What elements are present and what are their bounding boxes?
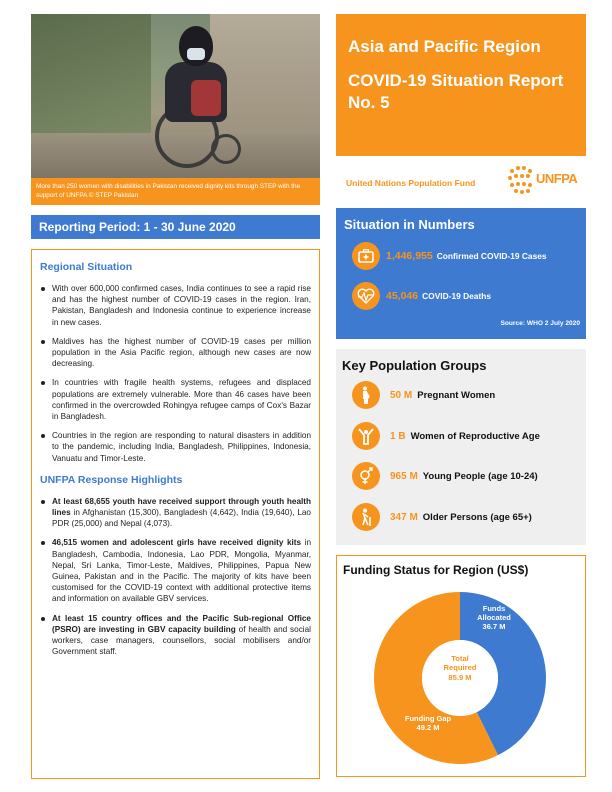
situation-in-numbers-panel (336, 208, 586, 339)
list-item: Countries in the region are responding to natural disasters in addition to the pandemic, including India, Bangladesh, Philippines, Indonesia, Vanuatu and Timor-Leste. (40, 430, 311, 464)
confirmed-cases-value: 1,446,955 (386, 250, 433, 262)
pregnant-woman-icon (352, 381, 380, 409)
list-item: At least 15 country offices and the Pacific Sub-regional Office (PSRO) are investing in GBV capacity building of health and social workers, case managers, counsellors, social mobilisers and/or Government staff. (40, 613, 311, 658)
funds-allocated-label: Funds Allocated 36.7 M (477, 604, 511, 631)
medical-kit-icon (352, 242, 380, 270)
deaths-label: COVID-19 Deaths (422, 291, 492, 301)
list-item: With over 600,000 confirmed cases, India continues to see a rapid rise and has the highest number of COVID-19 cases in the region. Iran, Pakistan, Bangladesh and Indonesia continue to experience increase in new cases. (40, 283, 311, 328)
response-list (40, 496, 311, 658)
confirmed-cases-row (352, 242, 547, 270)
photo-wall (31, 14, 151, 134)
unfpa-wordmark: UNFPA (536, 171, 578, 186)
confirmed-cases-label: Confirmed COVID-19 Cases (436, 251, 547, 261)
regional-situation-heading: Regional Situation (40, 261, 133, 273)
reporting-period: Reporting Period: 1 - 30 June 2020 (31, 215, 320, 239)
photo-bag (191, 80, 221, 116)
list-item: At least 68,655 youth have received support through youth health lines in Afghanistan (15,300), Bangladesh (4,642), India (19,640), Lao PDR (25,000) and Nepal (4,073). (40, 496, 311, 530)
heart-pulse-icon (352, 282, 380, 310)
funding-gap-label: Funding Gap 49.2 M (404, 714, 452, 732)
pregnant-women-row: 50 M Pregnant Women (352, 381, 495, 409)
woman-raised-arms-icon (352, 422, 380, 450)
unfpa-dots-icon (508, 163, 534, 195)
list-item: 46,515 women and adolescent girls have received dignity kits in Bangladesh, Cambodia, Indonesia, Lao PDR, Mongolia, Myanmar, Nepal, Sri Lanka, Timor-Leste, Maldives, Philippines, Papua New Guinea, Pakistan and in the Pacific. The majority of kits have been customised for the COVID-19 context with additional protective items and information on available GBV services. (40, 537, 311, 604)
funding-heading: Funding Status for Region (US$) (343, 563, 529, 577)
older-person-icon (352, 503, 380, 531)
key-population-panel (336, 349, 586, 545)
photo-woman-in-wheelchair (151, 26, 241, 166)
list-item: Maldives has the highest number of COVID-19 cases per million population in the Asia Pacific region, although new cases are now decreasing. (40, 336, 311, 370)
region-title: Asia and Pacific Region (348, 37, 541, 56)
cover-photo (31, 14, 320, 178)
report-title: COVID-19 Situation Report No. 5 (348, 71, 564, 112)
regional-situation-list (40, 283, 311, 464)
older-persons-row: 347 M Older Persons (age 65+) (352, 503, 532, 531)
source-note: Source: WHO 2 July 2020 (500, 320, 580, 327)
total-required-label: Total Required 85.9 M (443, 654, 477, 682)
photo-mask (187, 48, 205, 60)
wheelchair-small-wheel (211, 134, 241, 164)
list-item: In countries with fragile health systems, refugees and displaced populations are extremely vulnerable. More than 46 cases have been confirmed in the overcrowded Rohingya refugee camps of Cox's Bazar in Bangladesh. (40, 377, 311, 422)
key-population-heading: Key Population Groups (342, 358, 487, 373)
left-content-box (31, 249, 320, 779)
gender-symbol-icon (352, 462, 380, 490)
funding-status-panel (336, 555, 586, 777)
photo-caption: More than 250 women with disabilities in Pakistan received dignity kits through STEP with the support of UNFPA © STEP Pakistan (31, 178, 320, 205)
photo-head (179, 26, 213, 66)
unfpa-logo (508, 163, 586, 195)
reproductive-age-row: 1 B Women of Reproductive Age (352, 422, 540, 450)
deaths-value: 45,046 (386, 290, 419, 302)
situation-heading: Situation in Numbers (344, 217, 475, 232)
report-title-box (336, 14, 586, 156)
response-heading: UNFPA Response Highlights (40, 473, 183, 486)
young-people-row: 965 M Young People (age 10-24) (352, 462, 538, 490)
org-name: United Nations Population Fund (346, 178, 476, 188)
deaths-row (352, 282, 491, 310)
